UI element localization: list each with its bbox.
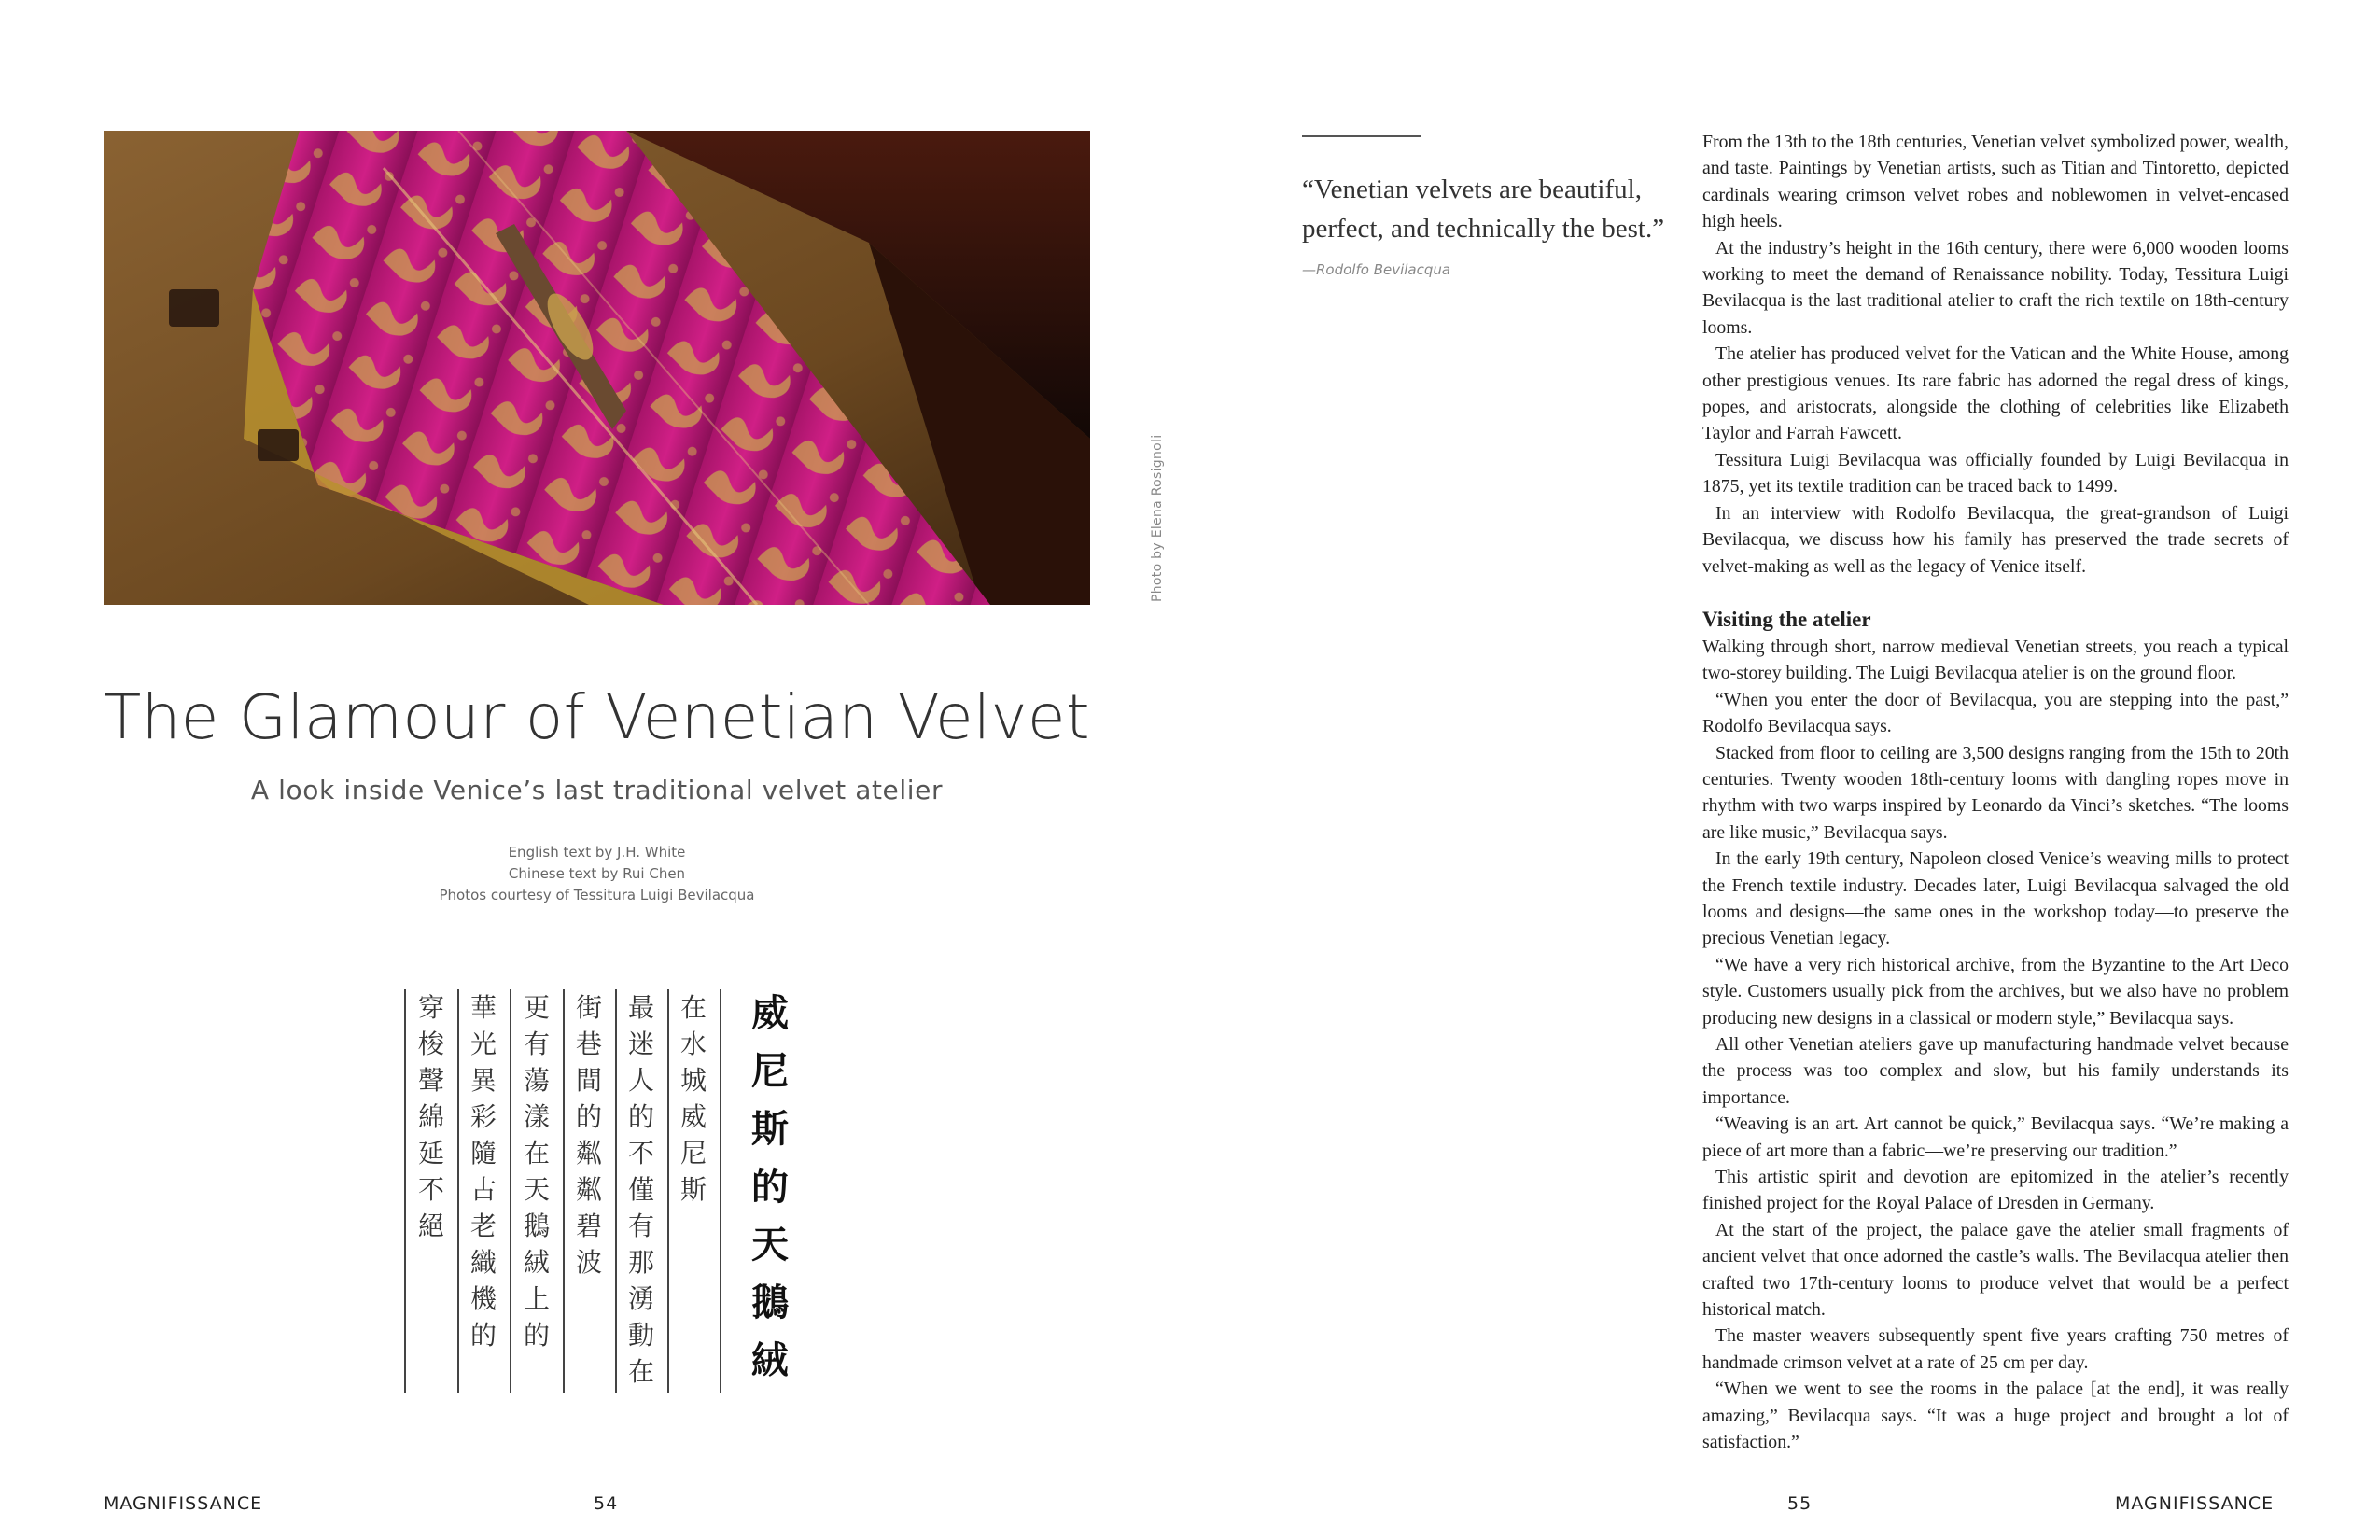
zh-char: 絨 [523, 1247, 550, 1278]
zh-char: 梭 [417, 1029, 444, 1059]
quote-rule [1302, 135, 1421, 137]
zh-title-char: 的 [751, 1165, 789, 1209]
chinese-title [737, 985, 803, 1390]
zh-char: 湧 [627, 1283, 654, 1314]
paragraph: The atelier has produced velvet for the Vatican and the White House, among other prestigious venues. Its rare fabric has adorned the regal dress of kings, popes, and aristocrats, alongside the clothing of celebrities like Elizabeth Taylor and Farrah Fawcett. [1702, 343, 2289, 444]
zh-char: 的 [627, 1101, 654, 1132]
zh-title-char: 威 [751, 991, 789, 1035]
zh-title-char: 天 [751, 1223, 789, 1267]
zh-char: 更 [523, 992, 550, 1023]
zh-char: 不 [627, 1138, 654, 1169]
pull-quote: “Venetian velvets are beautiful, perfect, and technically the best.” [1302, 175, 1665, 244]
zh-char: 光 [469, 1029, 497, 1059]
zh-char: 那 [627, 1247, 654, 1278]
paragraph: In an interview with Rodolfo Bevilacqua, the great-grandson of Luigi Bevilacqua, we discuss how his family has preserved the trade secrets of velvet-making as well as the legacy of Venice itself. [1702, 502, 2289, 577]
zh-char: 粼 [575, 1174, 602, 1205]
zh-char: 的 [575, 1101, 602, 1132]
zh-char: 的 [469, 1320, 497, 1351]
page-number-left: 54 [594, 1493, 619, 1514]
page-number-right: 55 [1787, 1493, 1813, 1514]
zh-title-char: 尼 [751, 1049, 789, 1093]
credit-line: Photos courtesy of Tessitura Luigi Bevilacqua [439, 887, 755, 903]
zh-char: 人 [627, 1065, 654, 1096]
credit-line: English text by J.H. White [508, 844, 686, 861]
zh-char: 粼 [575, 1138, 602, 1169]
zh-char: 最 [627, 992, 654, 1023]
zh-char: 不 [417, 1174, 444, 1205]
velvet-loom-photo [104, 131, 1090, 605]
paragraph: At the start of the project, the palace gave the atelier small fragments of ancient velvet that once adorned the castle’s walls. The Bevilacqua atelier then crafted two 17th-century looms to produce velvet that would be a perfect historical match. [1702, 1219, 2289, 1321]
zh-char: 巷 [575, 1029, 602, 1059]
zh-char: 動 [627, 1320, 654, 1351]
zh-char: 碧 [575, 1211, 602, 1241]
article-subtitle: A look inside Venice’s last traditional velvet atelier [250, 775, 944, 805]
quote-attribution: —Rodolfo Bevilacqua [1302, 261, 1451, 278]
zh-char: 有 [523, 1029, 550, 1059]
zh-char: 天 [523, 1174, 550, 1205]
zh-char: 老 [469, 1211, 497, 1241]
paragraph: All other Venetian ateliers gave up manufacturing handmade velvet because the process was too complex and slow, but his family understands its importance. [1702, 1034, 2289, 1108]
column-rule [563, 989, 565, 1393]
zh-char: 漾 [523, 1101, 550, 1132]
zh-char: 聲 [417, 1065, 444, 1096]
column-rule [667, 989, 669, 1393]
zh-char: 僅 [627, 1174, 654, 1205]
zh-title-char: 斯 [751, 1107, 789, 1151]
paragraph: “Weaving is an art. Art cannot be quick,” Bevilacqua says. “We’re making a piece of art more than a fabric—we’re preserving our tradition.” [1702, 1113, 2289, 1161]
paragraph: Walking through short, narrow medieval Venetian streets, you reach a typical two-storey building. The Luigi Bevilacqua atelier is on the ground floor. [1702, 636, 2289, 684]
zh-char: 延 [417, 1138, 444, 1169]
column-rule [510, 989, 511, 1393]
article-body [1702, 129, 2289, 1456]
velvet-loom-photo-icon [104, 131, 1090, 605]
zh-char: 在 [627, 1356, 654, 1387]
paragraph: Tessitura Luigi Bevilacqua was officially founded by Luigi Bevilacqua in 1875, yet its textile tradition can be traced back to 1499. [1702, 449, 2289, 497]
zh-char: 城 [679, 1065, 707, 1096]
footer-brand-left: MAGNIFISSANCE [104, 1493, 263, 1514]
zh-char: 有 [627, 1211, 654, 1241]
zh-char: 彩 [469, 1101, 497, 1132]
section-heading: Visiting the atelier [1702, 607, 1871, 631]
author-credits [104, 842, 1090, 906]
photo-credit: Photo by Elena Rosignoli [1150, 434, 1165, 602]
zh-char: 華 [469, 992, 497, 1023]
paragraph: Stacked from floor to ceiling are 3,500 designs ranging from the 15th to 20th centuries. Twenty wooden 18th-century looms with dangling ropes move in rhythm with two warps inspired by Leonardo da Vinci’s sketches. “The looms are like music,” Bevilacqua says. [1702, 742, 2289, 843]
paragraph: At the industry’s height in the 16th century, there were 6,000 wooden looms working to meet the demand of Renaissance nobility. Today, Tessitura Luigi Bevilacqua is the last traditional atelier to craft the rich textile on 18th-century looms. [1702, 237, 2289, 338]
chinese-column [618, 989, 665, 1390]
zh-title-char: 絨 [751, 1338, 789, 1382]
zh-title-char: 鵝 [751, 1281, 789, 1324]
zh-char: 綿 [417, 1101, 444, 1132]
chinese-column [460, 989, 507, 1353]
paragraph: From the 13th to the 18th centuries, Venetian velvet symbolized power, wealth, and taste. Paintings by Venetian artists, such as Titian and Tintoretto, depicted cardinals wearing crimson velvet robes and noblewomen in velvet-encased high heels. [1702, 132, 2289, 232]
zh-char: 在 [679, 992, 707, 1023]
zh-char: 絕 [417, 1211, 444, 1241]
credit-line: Chinese text by Rui Chen [508, 865, 686, 882]
chinese-column [670, 989, 717, 1208]
paragraph: This artistic spirit and devotion are epitomized in the atelier’s recently finished project for the Royal Palace of Dresden in Germany. [1702, 1167, 2289, 1214]
zh-char: 異 [469, 1065, 497, 1096]
zh-char: 波 [575, 1247, 602, 1278]
zh-char: 威 [679, 1101, 707, 1132]
zh-char: 上 [523, 1283, 550, 1314]
zh-char: 機 [469, 1283, 497, 1314]
paragraph: “When you enter the door of Bevilacqua, you are stepping into the past,” Rodolfo Bevilacqua says. [1702, 689, 2289, 737]
paragraph: “When we went to see the rooms in the palace [at the end], it was really amazing,” Bevilacqua says. “It was a huge project and brought a lot of satisfaction.” [1702, 1379, 2289, 1453]
column-rule [720, 989, 721, 1393]
column-rule [404, 989, 406, 1393]
zh-char: 尼 [679, 1138, 707, 1169]
chinese-column [566, 989, 612, 1281]
paragraph: “We have a very rich historical archive, from the Byzantine to the Art Deco style. Customers usually pick from the archives, but we also have no problem producing new designs in a classical or modern style,” Bevilacqua says. [1702, 954, 2289, 1029]
zh-char: 水 [679, 1029, 707, 1059]
article-title: The Glamour of Venetian Velvet [104, 681, 1090, 753]
paragraph: In the early 19th century, Napoleon closed Venice’s weaving mills to protect the French textile industry. Decades later, Luigi Bevilacqua salvaged the old looms and designs—the same ones in the workshop today—to preserve the precious Venetian legacy. [1702, 848, 2289, 949]
zh-char: 織 [469, 1247, 497, 1278]
zh-char: 穿 [417, 992, 444, 1023]
zh-char: 鵝 [523, 1211, 550, 1241]
zh-char: 斯 [679, 1174, 707, 1205]
chinese-column [513, 989, 560, 1353]
zh-char: 在 [523, 1138, 550, 1169]
chinese-column [408, 989, 455, 1244]
column-rule [457, 989, 459, 1393]
column-rule [615, 989, 617, 1393]
zh-char: 蕩 [523, 1065, 550, 1096]
zh-char: 隨 [469, 1138, 497, 1169]
zh-char: 迷 [627, 1029, 654, 1059]
zh-char: 的 [523, 1320, 550, 1351]
zh-char: 街 [575, 992, 602, 1023]
zh-char: 間 [575, 1065, 602, 1096]
zh-char: 古 [469, 1174, 497, 1205]
paragraph: The master weavers subsequently spent five years crafting 750 metres of handmade crimson velvet at a rate of 25 cm per day. [1702, 1325, 2289, 1373]
footer-brand-right: MAGNIFISSANCE [2115, 1493, 2275, 1514]
